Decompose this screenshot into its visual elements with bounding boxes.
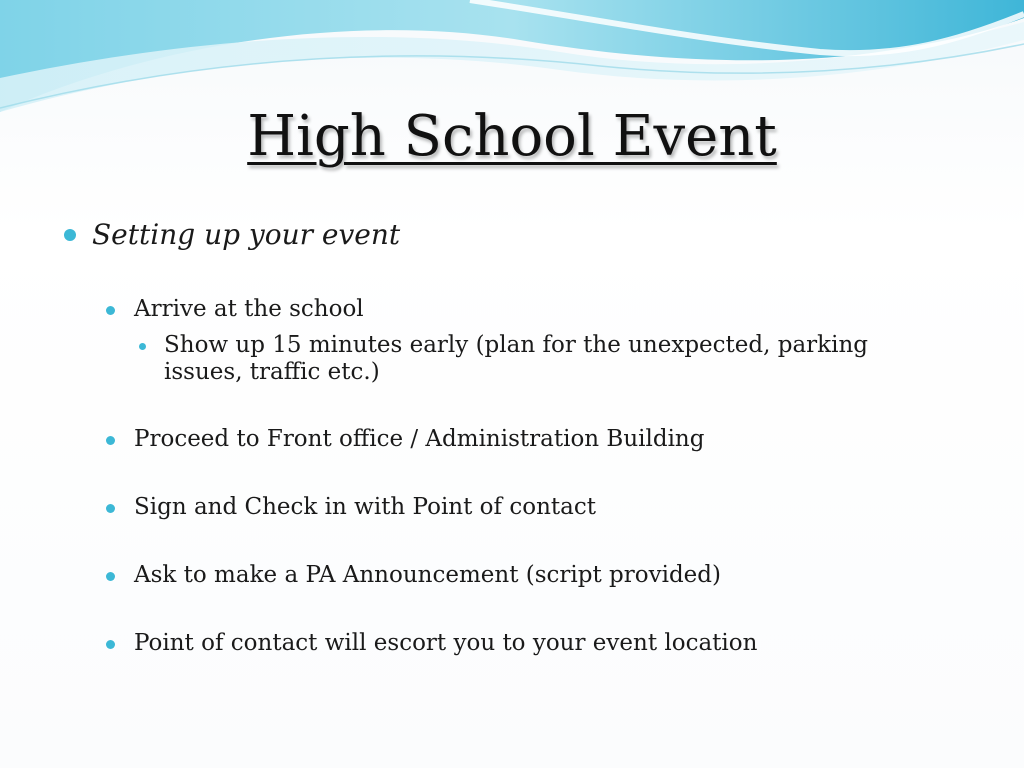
bullet-text: Sign and Check in with Point of contact xyxy=(134,494,596,520)
bullet-text: Ask to make a PA Announcement (script provided) xyxy=(134,562,721,588)
bullet-text: Setting up your event xyxy=(92,218,401,251)
bullet-text: Arrive at the school xyxy=(134,296,364,322)
bullet-text: Point of contact will escort you to your event location xyxy=(134,630,758,656)
bullet-dot-icon xyxy=(64,229,76,241)
bullet-dot-icon xyxy=(106,306,115,315)
bullet-dot-icon xyxy=(139,343,146,350)
bullet-text: Show up 15 minutes early (plan for the unexpected, parking issues, traffic etc.) xyxy=(164,332,868,385)
bullet-dot-icon xyxy=(106,436,115,445)
bullet-dot-icon xyxy=(106,640,115,649)
slide-title: High School Event xyxy=(247,104,777,169)
bullet-dot-icon xyxy=(106,504,115,513)
bullet-dot-icon xyxy=(106,572,115,581)
bullet-text: Proceed to Front office / Administration Building xyxy=(134,426,705,452)
